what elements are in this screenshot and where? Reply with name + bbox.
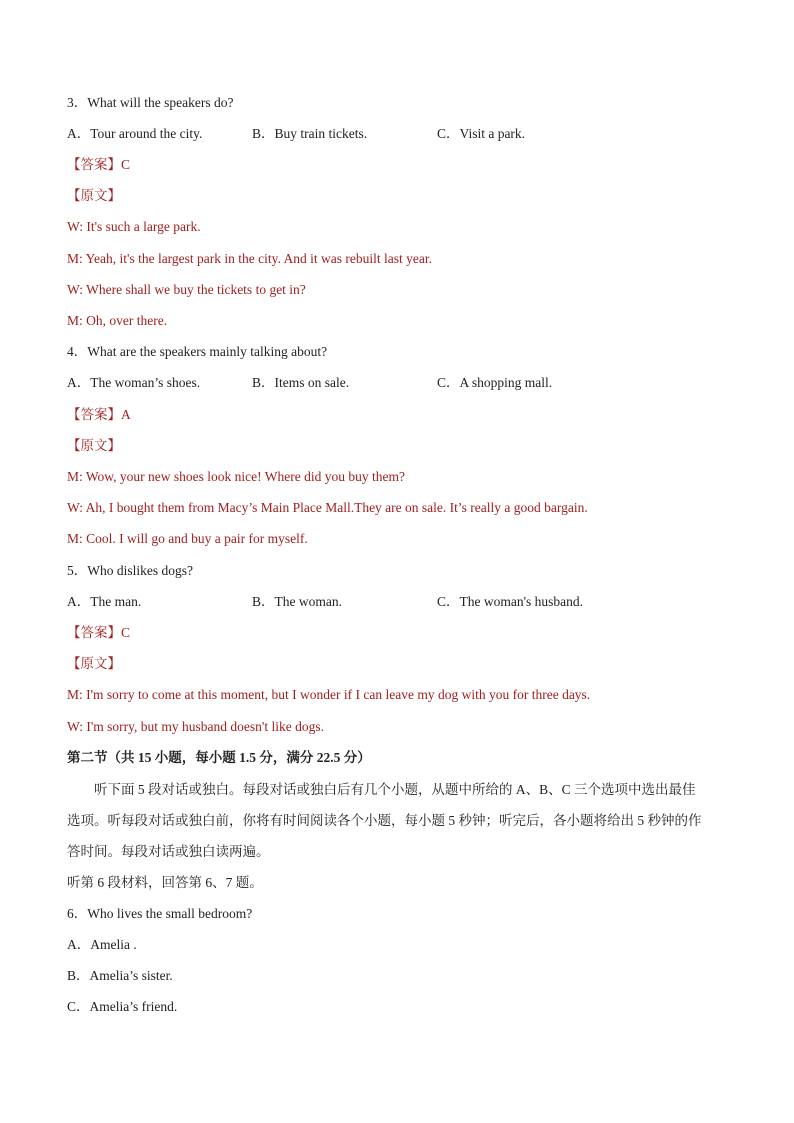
q3-option-a: A．Tour around the city. (67, 126, 203, 141)
q3-dialogue-line: W: It's such a large park. (67, 219, 201, 234)
q5-option-b: B．The woman. (252, 594, 342, 609)
q3-dialogue-line: W: Where shall we buy the tickets to get in? (67, 282, 306, 297)
q3-dialogue-line: M: Oh, over there. (67, 313, 168, 328)
q5-source-label: 【原文】 (67, 656, 121, 671)
q5-dialogue-line: M: I'm sorry to come at this moment, but I wonder if I can leave my dog with you for three days. (67, 687, 591, 702)
q4-dialogue-line: M: Wow, your new shoes look nice! Where did you buy them? (67, 469, 405, 484)
q5-option-a: A．The man. (67, 594, 142, 609)
q3-option-c: C．Visit a park. (437, 126, 526, 141)
question-5: 5．Who dislikes dogs? (67, 563, 193, 578)
section-instructions (67, 774, 727, 867)
q5-dialogue-line: W: I'm sorry, but my husband doesn't like dogs. (67, 719, 324, 734)
q4-option-a: A．The woman’s shoes. (67, 375, 201, 390)
q5-option-c: C．The woman's husband. (437, 594, 584, 609)
instruction-line: 答时间。每段对话或独白读两遍。 (67, 844, 270, 859)
question-6: 6．Who lives the small bedroom? (67, 906, 253, 921)
q4-option-c: C．A shopping mall. (437, 375, 553, 390)
section-heading: 第二节（共 15 小题，每小题 1.5 分，满分 22.5 分） (67, 750, 371, 765)
q4-option-b: B．Items on sale. (252, 375, 350, 390)
instruction-line: 选项。听每段对话或独白前，你将有时间阅读各个小题，每小题 5 秒钟；听完后，各小题将给出 5 秒钟的作 (67, 813, 702, 828)
q3-source-label: 【原文】 (67, 188, 121, 203)
q3-dialogue-line: M: Yeah, it's the largest park in the city. And it was rebuilt last year. (67, 251, 433, 266)
q4-answer: 【答案】A (67, 407, 131, 422)
q6-option-a: A．Amelia . (67, 937, 137, 952)
q6-option-b: B．Amelia’s sister. (67, 968, 173, 983)
q4-source-label: 【原文】 (67, 438, 121, 453)
q5-answer: 【答案】C (67, 625, 131, 640)
q4-dialogue-line: W: Ah, I bought them from Macy’s Main Place Mall.They are on sale. It’s really a good bargain. (67, 500, 588, 515)
q4-dialogue-line: M: Cool. I will go and buy a pair for myself. (67, 531, 308, 546)
question-4: 4．What are the speakers mainly talking about? (67, 344, 328, 359)
q3-answer: 【答案】C (67, 157, 131, 172)
question-3: 3．What will the speakers do? (67, 95, 234, 110)
material-prompt: 听第 6 段材料，回答第 6、7 题。 (67, 875, 263, 890)
q3-option-b: B．Buy train tickets. (252, 126, 368, 141)
q6-option-c: C．Amelia’s friend. (67, 999, 178, 1014)
instruction-line: 听下面 5 段对话或独白。每段对话或独白后有几个小题，从题中所给的 A、B、C 三个选项中选出最佳 (94, 782, 696, 797)
